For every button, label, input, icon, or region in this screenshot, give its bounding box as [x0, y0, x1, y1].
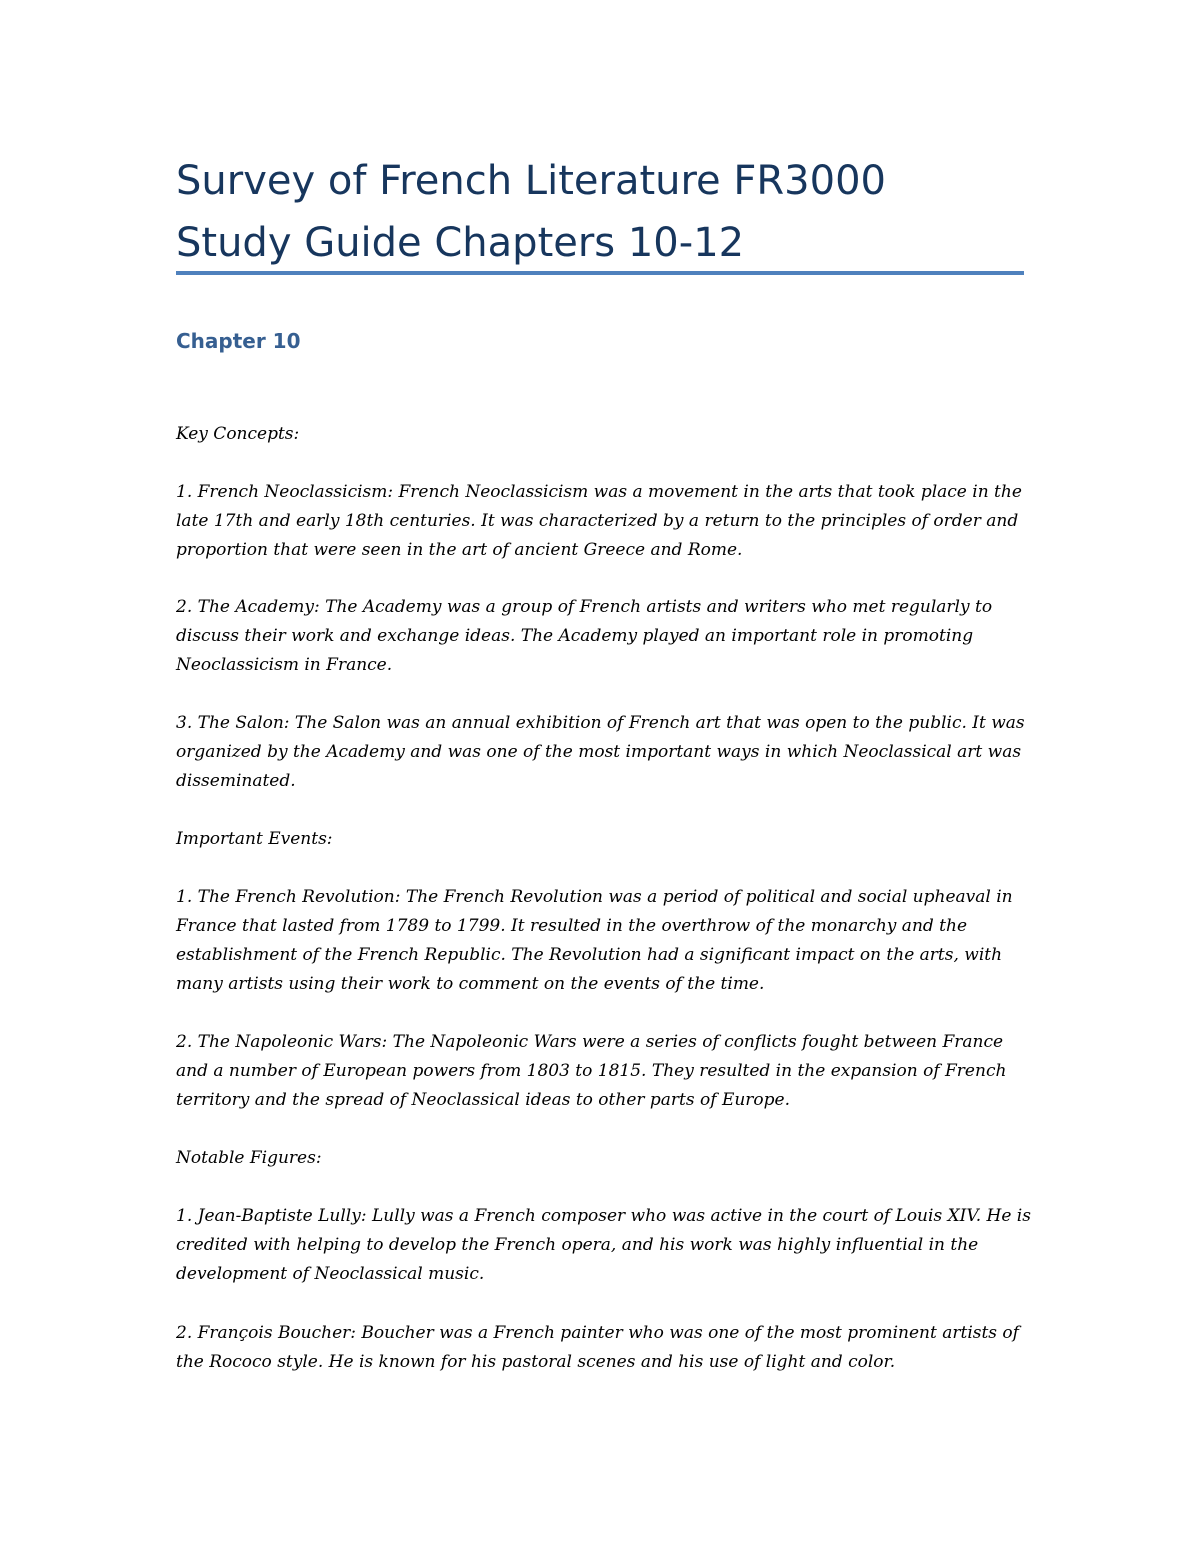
notable-figure-item-2 [176, 1319, 1036, 1377]
title-line-2: Study Guide Chapters 10-12 [176, 220, 745, 266]
paragraph: 2. The Academy: The Academy was a group of French artists and writers who met regularly to discuss their work and exchange ideas. The Academy played an important role in promoting Neoclassicism in France. [176, 597, 993, 675]
important-event-item-1 [176, 883, 1036, 999]
paragraph: 1. Jean-Baptiste Lully: Lully was a French composer who was active in the court of Louis XIV. He is credited with helping to develop the French opera, and his work was highly influential in the development of Neoclassical music. [176, 1206, 1031, 1284]
section-label: Key Concepts: [176, 424, 300, 444]
notable-figures-label [176, 1144, 1036, 1173]
title-underline-rule [176, 271, 1024, 275]
important-event-item-2 [176, 1028, 1036, 1115]
paragraph: 1. French Neoclassicism: French Neoclassicism was a movement in the arts that took place in the late 17th and early 18th centuries. It was characterized by a return to the principles of order and proportion that were seen in the art of ancient Greece and Rome. [176, 482, 1022, 560]
section-label: Notable Figures: [176, 1148, 322, 1168]
key-concepts-label [176, 420, 1036, 449]
key-concept-item-3 [176, 709, 1036, 796]
paragraph: 2. The Napoleonic Wars: The Napoleonic Wars were a series of conflicts fought between France and a number of European powers from 1803 to 1815. They resulted in the expansion of French territory and the spread of Neoclassical ideas to other parts of Europe. [176, 1032, 1007, 1110]
chapter-heading: Chapter 10 [176, 329, 301, 353]
key-concept-item-2 [176, 593, 1036, 680]
document-title [176, 150, 1024, 274]
notable-figure-item-1 [176, 1202, 1036, 1289]
paragraph: 2. François Boucher: Boucher was a French painter who was one of the most prominent artists of the Rococo style. He is known for his pastoral scenes and his use of light and color. [176, 1323, 1019, 1372]
paragraph: 1. The French Revolution: The French Revolution was a period of political and social upheaval in France that lasted from 1789 to 1799. It resulted in the overthrow of the monarchy and the establishment of the French Republic. The Revolution had a significant impact on the arts, with many artists using their work to comment on the events of the time. [176, 887, 1013, 994]
key-concept-item-1 [176, 478, 1036, 565]
paragraph: 3. The Salon: The Salon was an annual exhibition of French art that was open to the public. It was organized by the Academy and was one of the most important ways in which Neoclassical art was disseminated. [176, 713, 1025, 791]
section-label: Important Events: [176, 829, 333, 849]
important-events-label [176, 825, 1036, 854]
title-line-1: Survey of French Literature FR3000 [176, 158, 886, 204]
